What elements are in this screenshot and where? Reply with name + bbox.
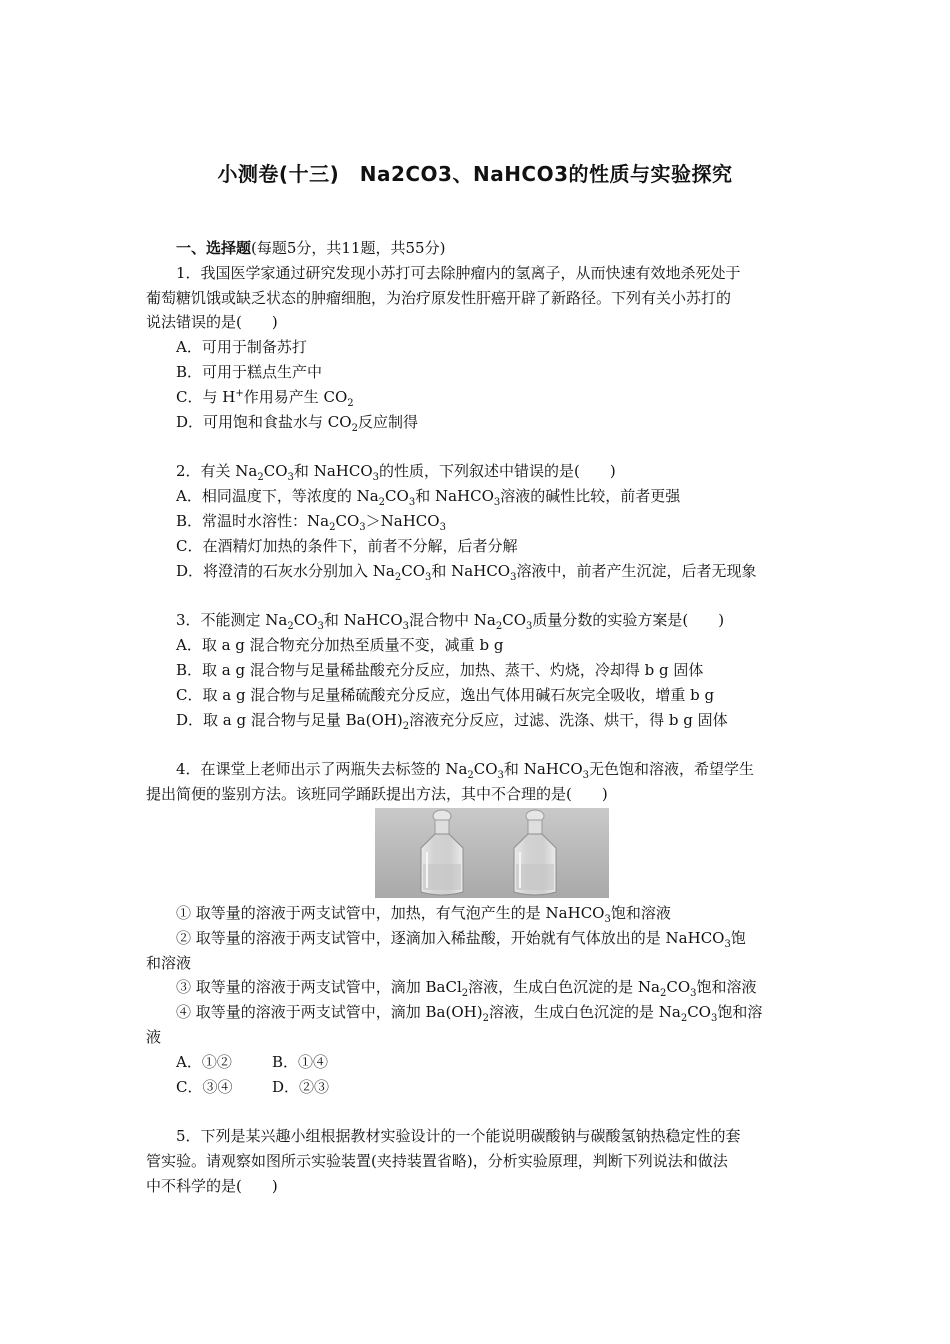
q5-stem-line3: 中不科学的是( )	[146, 1176, 278, 1195]
q4-stem-line1: 4．在课堂上老师出示了两瓶失去标签的 $Na_2CO_3$和 NaHCO$_3$无色饱和溶液，希望学生	[176, 760, 755, 782]
q4-statement-3: ③ 取等量的溶液于两支试管中，滴加 BaCl$_2$溶液，生成白色沉淀的是 $Na_2CO_3$饱和溶液	[176, 978, 757, 1000]
section-heading-note: (每题5分，共11题，共55分)	[251, 239, 446, 257]
q4-statement-2: ② 取等量的溶液于两支试管中，逐滴加入稀盐酸，开始就有气体放出的是 NaHCO$_3$饱	[176, 928, 746, 950]
q4-statement-1: ① 取等量的溶液于两支试管中，加热，有气泡产生的是 NaHCO$_3$饱和溶液	[176, 903, 671, 925]
q1-stem-line2: 葡萄糖饥饿或缺乏状态的肿瘤细胞，为治疗原发性肝癌开辟了新路径。下列有关小苏打的	[146, 288, 732, 307]
q3-stem: 3．不能测定 $Na_2CO_3$和 NaHCO$_3$混合物中 $Na_2CO_3$质量分数的实验方案是( )	[176, 611, 725, 633]
q1-option-d: D．可用饱和食盐水与 $CO_2$反应制得	[176, 412, 418, 434]
document-body	[146, 236, 808, 1199]
q2-option-b: B．常温时水溶性：$Na_2CO_3>NaHCO_3$	[176, 511, 446, 533]
section-heading-label: 一、选择题	[176, 239, 252, 257]
q2-stem: 2．有关 $Na_2CO_3$和 NaHCO$_3$的性质，下列叙述中错误的是( )	[176, 462, 616, 484]
q5-stem-line2: 管实验。请观察如图所示实验装置(夹持装置省略)，分析实验原理，判断下列说法和做法	[146, 1152, 728, 1171]
q1-option-b: B．可用于糕点生产中	[176, 362, 323, 381]
q1-stem-line1: 1．我国医学家通过研究发现小苏打可去除肿瘤内的氢离子，从而快速有效地杀死处于	[176, 263, 741, 282]
q2-option-a: A．相同温度下，等浓度的 $Na_2CO_3$和 NaHCO$_3$溶液的碱性比较，前者更强	[176, 487, 681, 509]
q1-option-a: A．可用于制备苏打	[176, 338, 307, 357]
q3-option-a: A．取 a g 混合物充分加热至质量不变，减重 b g	[176, 636, 504, 655]
q1-stem-line3: 说法错误的是( )	[146, 313, 278, 332]
q2-option-d: D．将澄清的石灰水分别加入 $Na_2CO_3$和 NaHCO$_3$溶液中，前者产生沉淀，后者无现象	[176, 561, 757, 583]
q3-option-c: C．取 a g 混合物与足量稀硫酸充分反应，逸出气体用碱石灰完全吸收，增重 b g	[176, 685, 715, 704]
q4-option-b: B．①④	[272, 1052, 329, 1071]
q1-option-c: C．与 H+作用易产生 $CO_2$	[176, 387, 354, 409]
q2-option-c: C．在酒精灯加热的条件下，前者不分解，后者分解	[176, 536, 518, 555]
q4-statement-2-cont: 和溶液	[146, 953, 192, 972]
q4-option-a: A．①②	[176, 1052, 232, 1071]
q3-option-d: D．取 a g 混合物与足量 $Ba(OH)_2$溶液充分反应，过滤、洗涤、烘干，得 b g 固体	[176, 710, 728, 732]
q4-options-cd	[146, 1075, 808, 1100]
q4-statement-4-cont: 液	[146, 1027, 162, 1046]
section-heading	[146, 236, 808, 261]
reagent-bottles-image	[375, 808, 609, 898]
bottles-photo	[375, 808, 609, 898]
q4-stem-line2: 提出简便的鉴别方法。该班同学踊跃提出方法，其中不合理的是( )	[146, 785, 608, 804]
q4-option-d: D．②③	[272, 1077, 330, 1096]
q4-options-ab	[146, 1050, 808, 1075]
page-title: 小测卷(十三) Na2CO3、NaHCO3的性质与实验探究	[217, 162, 733, 186]
q3-option-b: B．取 a g 混合物与足量稀盐酸充分反应，加热、蒸干、灼烧，冷却得 b g 固体	[176, 660, 704, 679]
q5-stem-line1: 5．下列是某兴趣小组根据教材实验设计的一个能说明碳酸钠与碳酸氢钠热稳定性的套	[176, 1127, 741, 1146]
q4-statement-4: ④ 取等量的溶液于两支试管中，滴加 $Ba(OH)_2$溶液，生成白色沉淀的是 $Na_2CO_3$饱和溶	[176, 1003, 763, 1025]
q4-option-c: C．③④	[176, 1077, 233, 1096]
